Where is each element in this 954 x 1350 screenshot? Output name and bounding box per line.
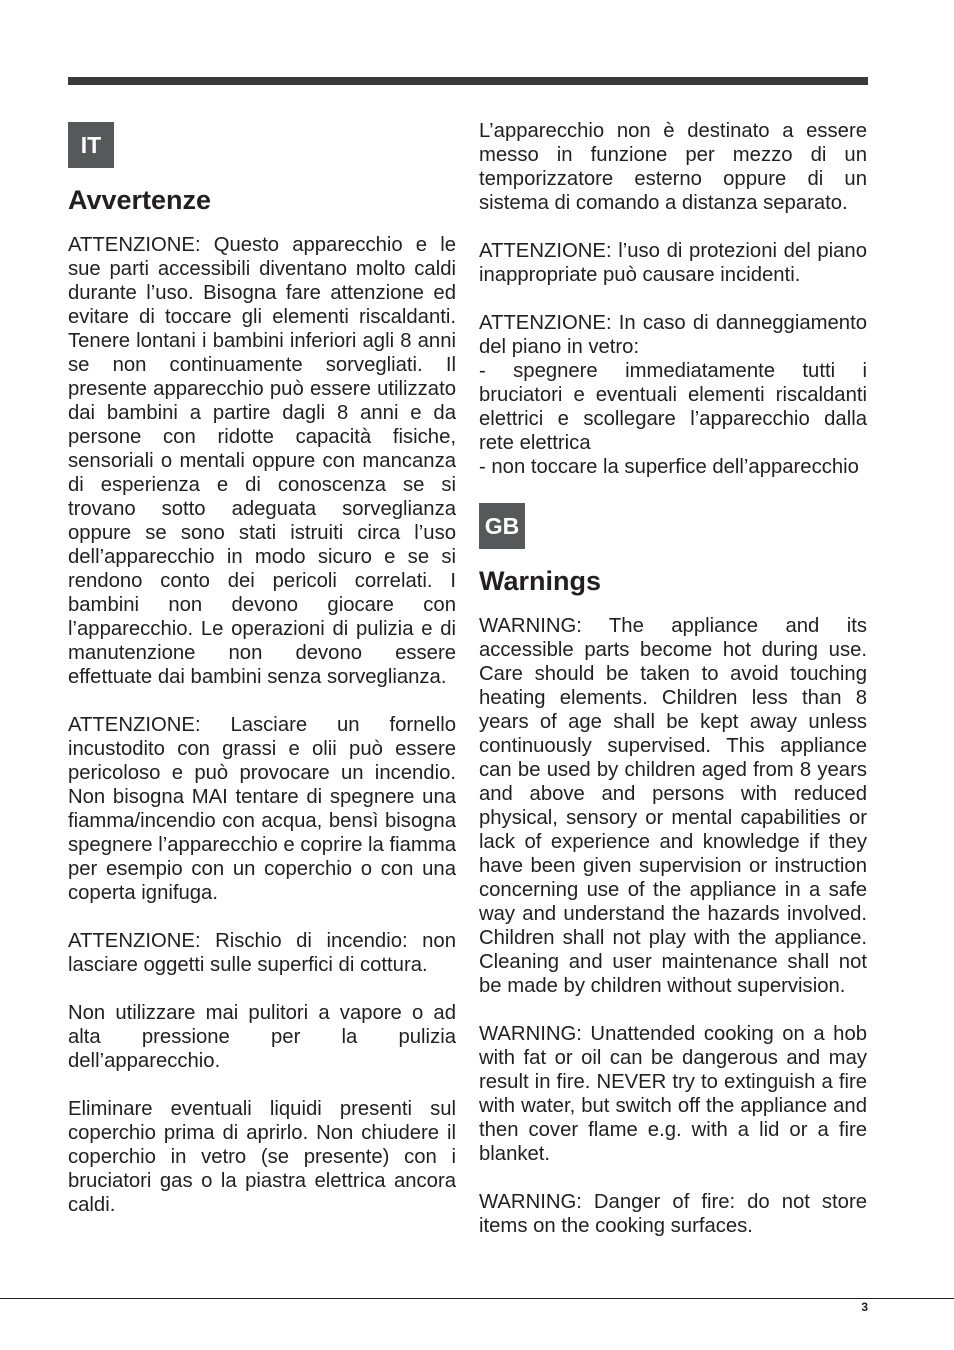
language-badge-gb: GB (479, 503, 525, 549)
it-warning-fire-risk: ATTENZIONE: Rischio di incendio: non lasciare oggetti sulle superfici di cottura. (68, 930, 456, 976)
it-warning-children: ATTENZIONE: Questo apparecchio e le sue parti accessibili diventano molto caldi durante l’uso. Bisogna fare attenzione ed evitare di toccare gli elementi riscaldanti. Tenere lontani i bambini inferiori agli 8 anni se non continuamente sorvegliati. Il presente apparecchio può essere utilizzato dai bambini a partire dagli 8 anni e da persone con ridotte capacità fisiche, sensoriali o mentali oppure con mancanza di esperienza e di conoscenza se si trovano sotto adeguata sorveglianza oppure se sono stati istruiti circa l’uso dell’apparecchio in modo sicuro e se si rendono conto dei pericoli correlati. I bambini non devono giocare con l’apparecchio. Le operazioni di pulizia e di manutenzione non devono essere effettuate dai bambini senza sorveglianza. (68, 234, 456, 688)
left-column (68, 122, 456, 1241)
language-badge-it: IT (68, 122, 114, 168)
it-glass-damage-step: - spegnere immediatamente tutti i bruciatori e eventuali elementi riscaldanti elettrici e scollegare l’apparecchio dalla rete elettrica (479, 360, 867, 454)
it-lid-note: Eliminare eventuali liquidi presenti sul coperchio prima di aprirlo. Non chiudere il coperchio in vetro (se presente) con i bruciatori gas o la piastra elettrica ancora caldi. (68, 1098, 456, 1216)
it-glass-damage-step: - non toccare la superfice dell’apparecchio (479, 456, 859, 478)
section-title-gb: Warnings (479, 566, 602, 596)
header-rule (68, 77, 868, 85)
right-column (479, 119, 867, 1262)
it-hob-guard-warning: ATTENZIONE: l’uso di protezioni del piano inappropriate può causare incidenti. (479, 240, 867, 286)
it-warning-unattended-cooking: ATTENZIONE: Lasciare un fornello incustodito con grassi e olii può essere pericoloso e può provocare un incendio. Non bisogna MAI tentare di spegnere una fiamma/incendio con acqua, bensì bisogna spegnere l’apparecchio e coprire la fiamma per esempio con un coperchio o con una coperta ignifuga. (68, 714, 456, 904)
it-glass-damage-intro: ATTENZIONE: In caso di danneggiamento del piano in vetro: (479, 312, 867, 358)
it-steam-cleaner-note: Non utilizzare mai pulitori a vapore o ad alta pressione per la pulizia dell’apparecchio. (68, 1002, 456, 1072)
gb-warning-unattended-cooking: WARNING: Unattended cooking on a hob with fat or oil can be dangerous and may result in fire. NEVER try to extinguish a fire with water, but switch off the appliance and then cover flame e.g. with a lid or a fire blanket. (479, 1023, 867, 1165)
page-number: 3 (861, 1300, 868, 1314)
it-timer-note: L’apparecchio non è destinato a essere messo in funzione per mezzo di un temporizzatore esterno oppure di un sistema di comando a distanza separato. (479, 120, 867, 214)
section-title-it: Avvertenze (68, 185, 212, 215)
it-glass-damage-warning (479, 311, 867, 479)
gb-warning-children: WARNING: The appliance and its accessible parts become hot during use. Care should be taken to avoid touching heating elements. Children less than 8 years of age shall be kept away unless continuously supervised. This appliance can be used by children aged from 8 years and above and persons with reduced physical, sensory or mental capabilities or lack of experience and knowledge if they have been given supervision or instruction concerning use of the appliance in a safe way and understand the hazards involved. Children shall not play with the appliance. Cleaning and user maintenance shall not be made by children without supervision. (479, 615, 867, 997)
gb-warning-fire-risk: WARNING: Danger of fire: do not store items on the cooking surfaces. (479, 1191, 867, 1237)
footer-rule (0, 1298, 954, 1299)
